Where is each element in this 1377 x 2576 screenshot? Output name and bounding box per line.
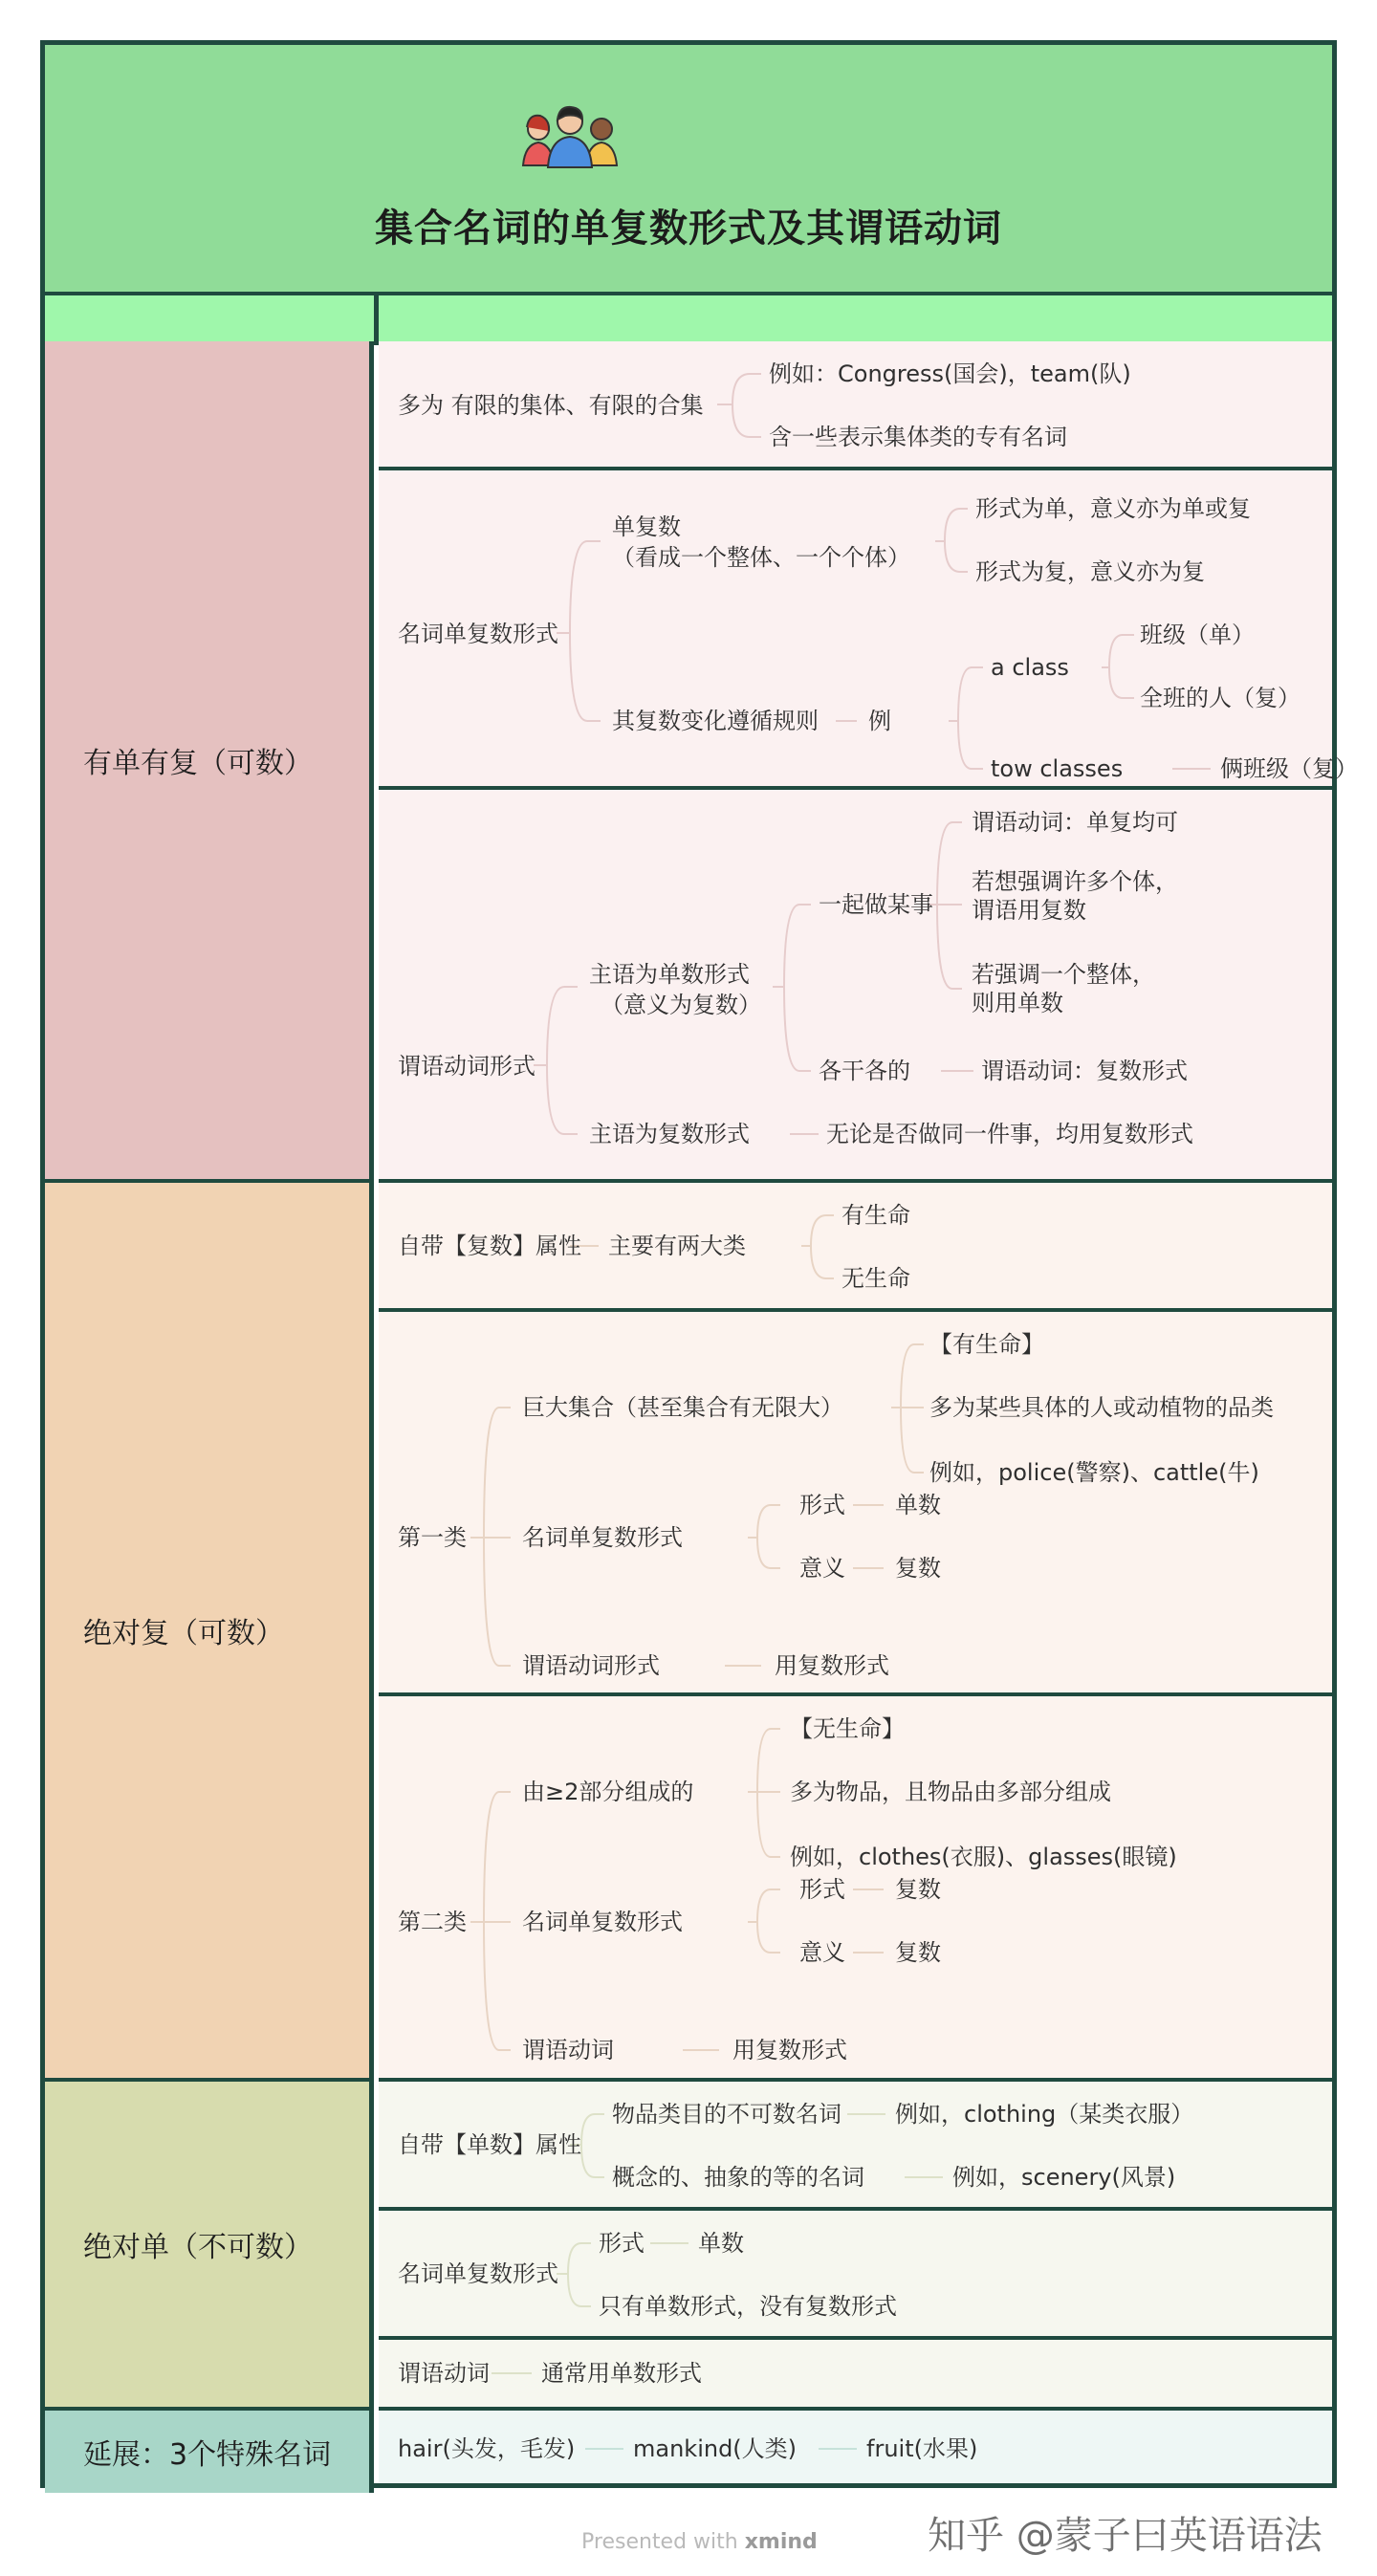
node-predicate: 谓语动词形式 [522, 1652, 660, 1679]
node-objects: 多为物品，且物品由多部分组成 [790, 1779, 1111, 1805]
node-noun-form: 名词单复数形式 [522, 1909, 683, 1935]
node-form-singular: 形式为单，意义亦为单或复 [975, 495, 1251, 522]
node-proper-noun: 含一些表示集体类的专有名词 [769, 424, 1067, 450]
node-each-own: 各干各的 [819, 1058, 910, 1084]
node-use-plural: 谓语用复数 [972, 897, 1086, 924]
node-either: 谓语动词：单复均可 [972, 809, 1178, 836]
node-example: 例如：Congress(国会)，team(队) [769, 360, 1131, 387]
branch-limited-collective [379, 341, 1332, 470]
node-root: 第一类 [398, 1524, 467, 1551]
node-example: 例 [868, 708, 891, 734]
node-form-plural: 形式为复，意义亦为复 [975, 558, 1205, 585]
node-multi-part: 由≥2部分组成的 [522, 1779, 694, 1805]
node-root: 第二类 [398, 1909, 467, 1935]
node-plural-rule: 其复数变化遵循规则 [612, 708, 819, 734]
node-two-types: 主要有两大类 [608, 1233, 746, 1259]
branch-singular-attribute [379, 2082, 1332, 2211]
node-root: 谓语动词 [398, 2360, 490, 2387]
node-class-plural: 全班的人（复） [1140, 685, 1300, 711]
node-abstract-noun: 概念的、抽象的等的名词 [612, 2164, 864, 2191]
page-title: 集合名词的单复数形式及其谓语动词 [375, 207, 1002, 251]
mindmap-table [40, 40, 1358, 2488]
node-example: 例如，police(警察)、cattle(牛) [929, 1459, 1259, 1486]
node-plural-subject: 主语为复数形式 [589, 1121, 750, 1147]
node-class-singular: 班级（单） [1140, 622, 1255, 648]
category-always-plural: 绝对复（可数） [45, 1183, 374, 2082]
branch-special-nouns [379, 2411, 1332, 2483]
node-two-classes-meaning: 俩班级（复） [1220, 755, 1358, 782]
node-singular-plural-note: （看成一个整体、一个个体） [612, 544, 910, 571]
node-hair: hair(头发，毛发) [398, 2435, 576, 2462]
column-header-row [45, 295, 1332, 345]
node-root: 自带【复数】属性 [398, 1233, 581, 1259]
node-two-classes: tow classes [991, 755, 1124, 782]
node-always-plural: 无论是否做同一件事，均用复数形式 [826, 1121, 1193, 1147]
category-always-singular: 绝对单（不可数） [45, 2082, 374, 2411]
node-huge-set: 巨大集合（甚至集合有无限大） [522, 1394, 843, 1421]
node-mankind: mankind(人类) [633, 2435, 798, 2462]
node-usually-singular: 通常用单数形式 [541, 2360, 702, 2387]
node-fruit: fruit(水果) [866, 2435, 978, 2462]
node-use-singular: 则用单数 [972, 990, 1063, 1016]
node-species: 多为某些具体的人或动植物的品类 [929, 1394, 1274, 1421]
node-root: 多为 有限的集体、有限的合集 [398, 392, 704, 419]
node-root: 名词单复数形式 [398, 2260, 558, 2287]
group-people-icon [517, 102, 623, 169]
branch-predicate-form [379, 790, 1332, 1183]
branch-second-type [379, 1696, 1332, 2082]
node-a-class: a class [991, 654, 1069, 681]
branch-first-type [379, 1312, 1332, 1696]
node-noun-form: 名词单复数形式 [522, 1524, 683, 1551]
branch-plural-attribute [379, 1183, 1332, 1312]
node-predicate: 谓语动词 [522, 2037, 614, 2063]
node-meaning: 意义 [799, 1939, 845, 1966]
node-example-scenery: 例如，scenery(风景) [952, 2164, 1176, 2191]
node-singular-subject-note: （意义为复数） [601, 992, 761, 1018]
node-form-value: 复数 [895, 1876, 941, 1903]
node-form-value: 单数 [698, 2230, 744, 2257]
node-emphasize-whole: 若强调一个整体， [972, 961, 1155, 988]
node-example: 例如，clothes(衣服)、glasses(眼镜) [790, 1844, 1177, 1870]
presented-with: Presented with xmind [581, 2530, 818, 2554]
node-example-clothing: 例如，clothing（某类衣服） [895, 2101, 1194, 2128]
node-animate-tag: 【有生命】 [929, 1331, 1044, 1358]
node-predicate-value: 用复数形式 [775, 1652, 889, 1679]
node-singular-plural: 单复数 [612, 513, 681, 540]
node-together: 一起做某事 [819, 891, 933, 918]
node-meaning-value: 复数 [895, 1939, 941, 1966]
node-form: 形式 [799, 1876, 845, 1903]
branch-noun-number-form [379, 470, 1358, 790]
node-root: 自带【单数】属性 [398, 2131, 581, 2158]
node-inanimate: 无生命 [842, 1265, 910, 1292]
node-emphasize-individuals: 若想强调许多个体， [972, 868, 1178, 895]
node-category-noun: 物品类目的不可数名词 [612, 2101, 842, 2128]
branch-singular-form [379, 2211, 1332, 2340]
node-animate: 有生命 [842, 1202, 910, 1229]
node-form: 形式 [799, 1492, 845, 1518]
node-inanimate-tag: 【无生命】 [790, 1715, 905, 1742]
node-form-value: 单数 [895, 1492, 941, 1518]
branch-singular-predicate [379, 2340, 1332, 2411]
node-root: 名词单复数形式 [398, 621, 558, 647]
category-countable-both: 有单有复（可数） [45, 341, 374, 1183]
title-header [45, 45, 1332, 295]
node-singular-only: 只有单数形式，没有复数形式 [599, 2293, 897, 2320]
watermark: 知乎 @蒙子曰英语语法 [928, 2514, 1322, 2558]
node-predicate-value: 用复数形式 [732, 2037, 847, 2063]
node-meaning: 意义 [799, 1555, 845, 1582]
node-singular-subject: 主语为单数形式 [589, 961, 750, 988]
node-plural-predicate: 谓语动词：复数形式 [981, 1058, 1188, 1084]
category-extension: 延展：3个特殊名词 [45, 2411, 374, 2493]
node-form: 形式 [599, 2230, 645, 2257]
node-meaning-value: 复数 [895, 1555, 941, 1582]
node-root: 谓语动词形式 [398, 1053, 536, 1080]
